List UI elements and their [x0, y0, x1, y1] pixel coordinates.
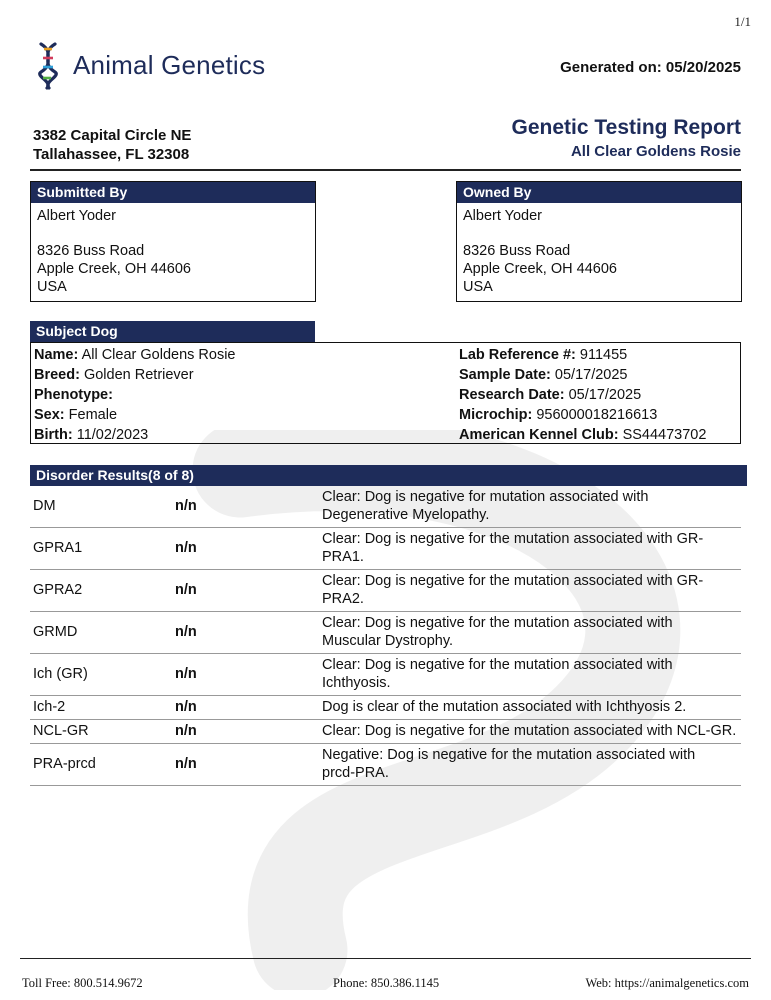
disorder-genotype: n/n [172, 611, 314, 653]
report-subtitle: All Clear Goldens Rosie [570, 143, 741, 160]
disorder-description: Clear: Dog is negative for the mutation associated with Ichthyosis. [314, 653, 741, 695]
disorder-code: Ich-2 [30, 695, 172, 719]
subject-field: Phenotype: [34, 387, 113, 403]
header-divider [30, 169, 741, 171]
page-number: 1/1 [734, 14, 751, 29]
disorder-description: Clear: Dog is negative for the mutation associated with NCL-GR. [314, 719, 741, 743]
subject-field: Name: All Clear Goldens Rosie [34, 347, 236, 363]
table-row [30, 743, 741, 785]
owned-by-header: Owned By [457, 182, 741, 203]
submitter-street: 8326 Buss Road [37, 243, 145, 259]
disorder-code: NCL-GR [30, 719, 172, 743]
disorder-genotype: n/n [172, 653, 314, 695]
table-row [30, 611, 741, 653]
disorder-code: Ich (GR) [30, 653, 172, 695]
subject-field: Sample Date: 05/17/2025 [459, 367, 628, 383]
disorder-description: Clear: Dog is negative for mutation associated with Degenerative Myelopathy. [314, 486, 741, 527]
disorder-results-table [30, 486, 741, 786]
disorder-description: Negative: Dog is negative for the mutation associated with prcd-PRA. [314, 743, 741, 785]
submitted-by-box [30, 181, 316, 302]
subject-dog-header: Subject Dog [30, 321, 315, 342]
disorder-genotype: n/n [172, 743, 314, 785]
disorder-description: Clear: Dog is negative for the mutation associated with GR- PRA1. [314, 527, 741, 569]
disorder-code: PRA-prcd [30, 743, 172, 785]
table-row [30, 527, 741, 569]
disorder-code: GRMD [30, 611, 172, 653]
table-row [30, 695, 741, 719]
submitter-name: Albert Yoder [37, 208, 117, 224]
disorder-genotype: n/n [172, 719, 314, 743]
owner-country: USA [463, 279, 493, 295]
subject-field: Microchip: 956000018216613 [459, 407, 658, 423]
owned-by-box [456, 181, 742, 302]
generated-date: Generated on: 05/20/2025 [560, 59, 741, 76]
brand-name: Animal Genetics [73, 49, 266, 80]
subject-field: Breed: Golden Retriever [34, 367, 194, 383]
disorder-description: Clear: Dog is negative for the mutation associated with Muscular Dystrophy. [314, 611, 741, 653]
address-line1: 3382 Capital Circle NE [33, 127, 192, 144]
disorder-genotype: n/n [172, 527, 314, 569]
disorder-results-header: Disorder Results(8 of 8) [30, 465, 747, 486]
subject-left-column [34, 345, 236, 445]
footer-web-link[interactable]: Web: https://animalgenetics.com [585, 976, 749, 990]
footer-toll-free: Toll Free: 800.514.9672 [22, 976, 143, 990]
footer-divider [20, 958, 751, 959]
disorder-code: GPRA2 [30, 569, 172, 611]
dna-helix-icon [35, 40, 61, 90]
brand-logo [35, 40, 265, 90]
owner-street: 8326 Buss Road [463, 243, 571, 259]
submitted-by-header: Submitted By [31, 182, 315, 203]
disorder-genotype: n/n [172, 569, 314, 611]
disorder-genotype: n/n [172, 695, 314, 719]
subject-field: Lab Reference #: 911455 [459, 347, 628, 363]
disorder-code: GPRA1 [30, 527, 172, 569]
subject-dog-box [30, 342, 741, 444]
owner-city: Apple Creek, OH 44606 [463, 261, 617, 277]
subject-field: Research Date: 05/17/2025 [459, 387, 642, 403]
footer-phone: Phone: 850.386.1145 [333, 976, 440, 990]
table-row [30, 486, 741, 527]
table-row [30, 719, 741, 743]
table-row [30, 569, 741, 611]
subject-field: Sex: Female [34, 407, 118, 423]
subject-field: Birth: 11/02/2023 [34, 427, 149, 443]
submitter-city: Apple Creek, OH 44606 [37, 261, 191, 277]
owner-name: Albert Yoder [463, 208, 543, 224]
address-line2: Tallahassee, FL 32308 [33, 146, 190, 163]
disorder-description: Dog is clear of the mutation associated with Ichthyosis 2. [314, 695, 741, 719]
lab-address [33, 126, 191, 164]
table-row [30, 653, 741, 695]
disorder-genotype: n/n [172, 486, 314, 527]
report-title: Genetic Testing Report [511, 116, 741, 139]
subject-right-column [459, 345, 706, 445]
disorder-description: Clear: Dog is negative for the mutation associated with GR- PRA2. [314, 569, 741, 611]
disorder-code: DM [30, 486, 172, 527]
submitter-country: USA [37, 279, 67, 295]
subject-field: American Kennel Club: SS44473702 [459, 427, 707, 443]
